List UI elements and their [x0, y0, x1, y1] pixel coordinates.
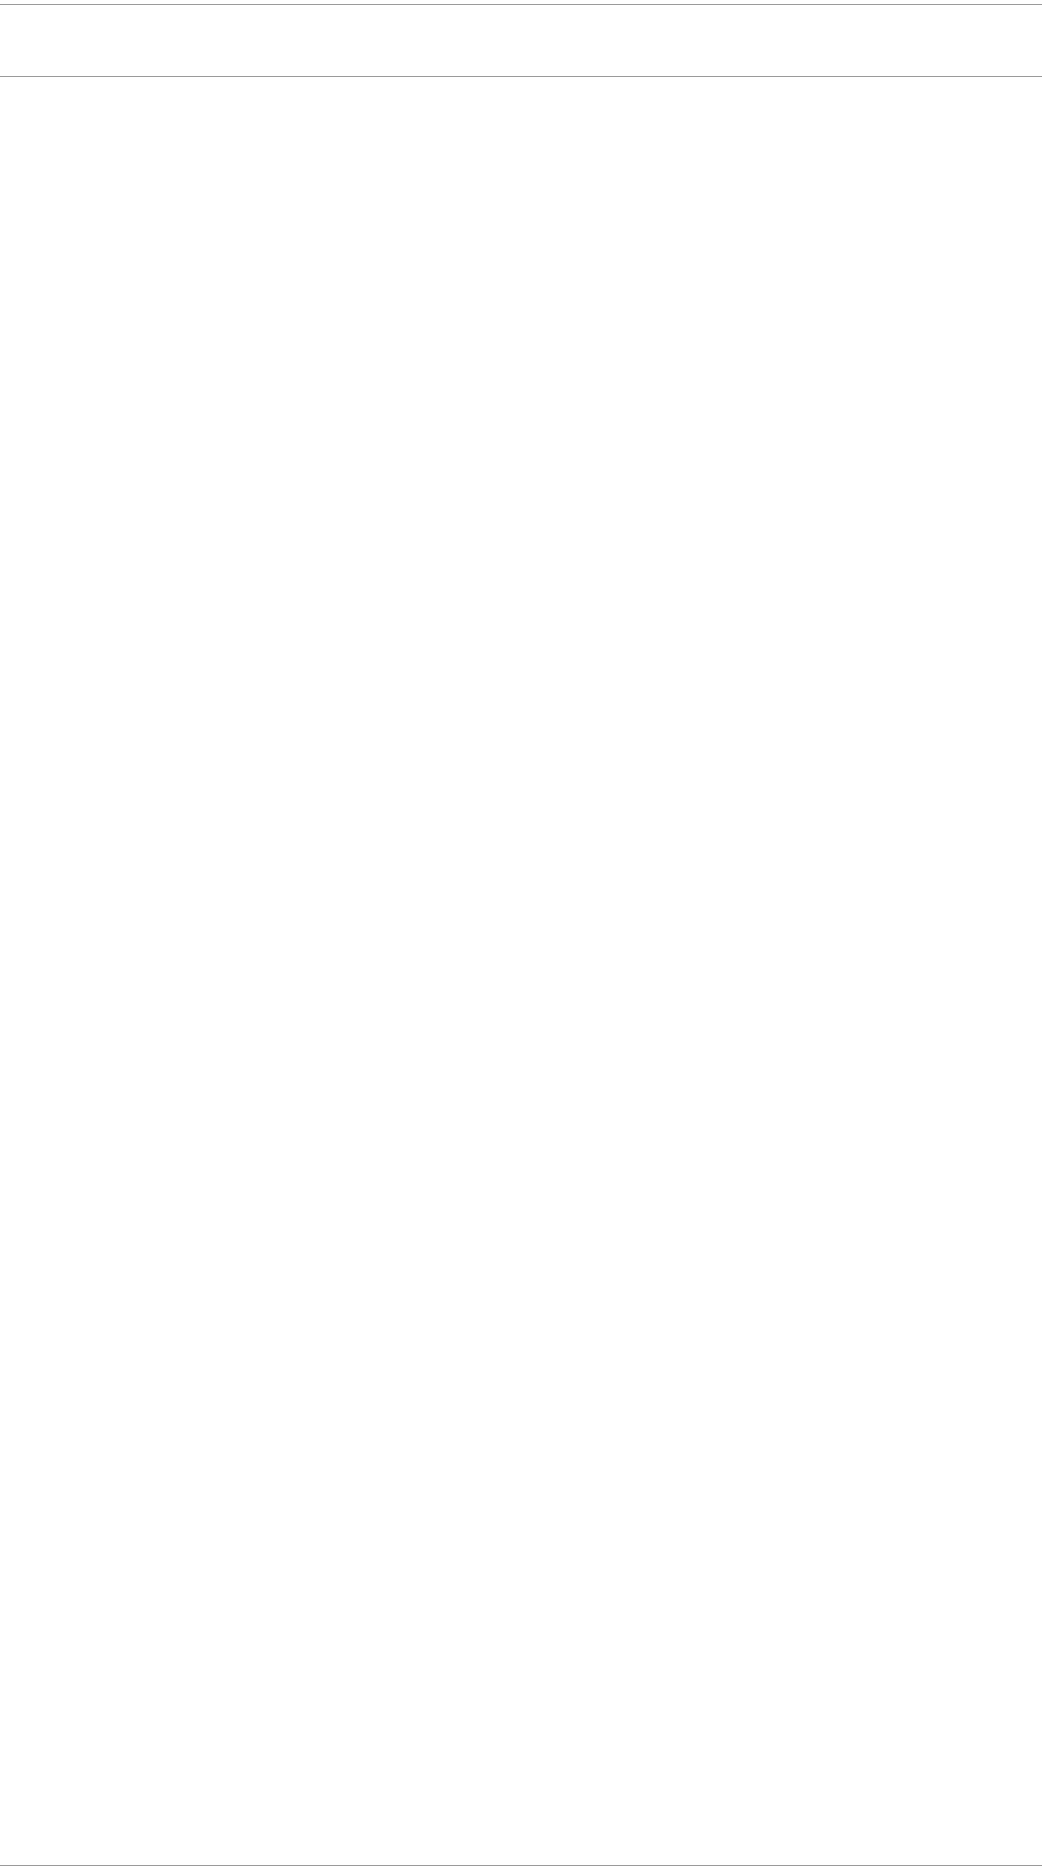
top-rule [0, 4, 1042, 5]
header-rule [0, 76, 1042, 77]
bottom-rule [0, 1865, 1042, 1866]
